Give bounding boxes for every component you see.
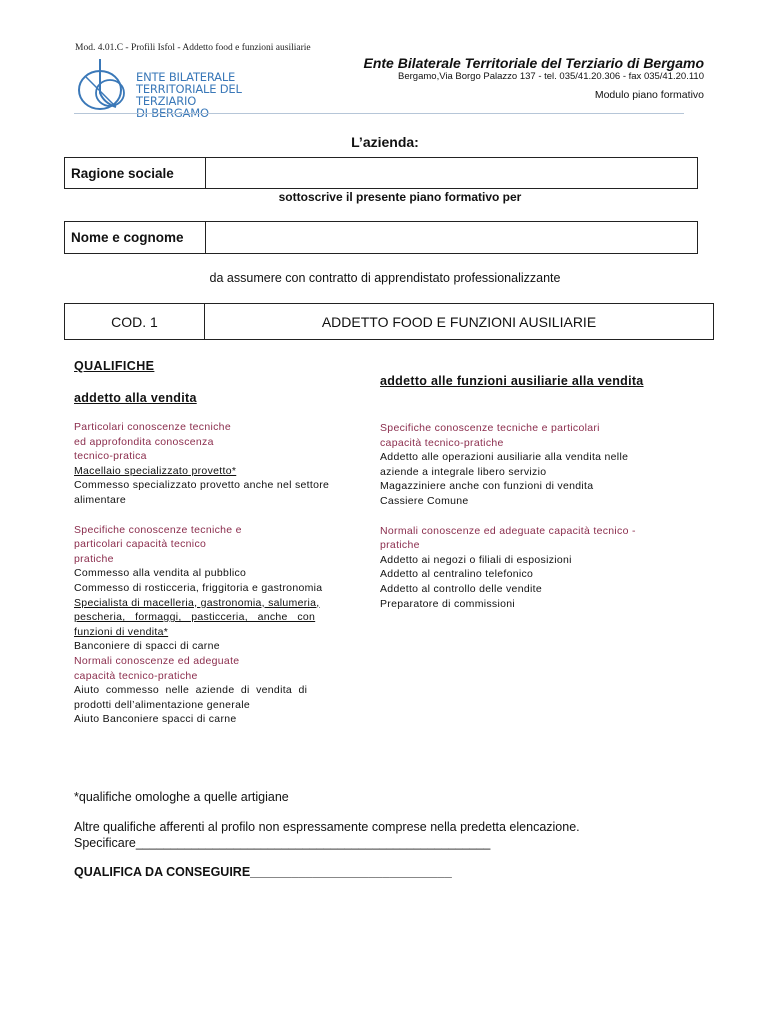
- right-column-heading: addetto alle funzioni ausiliarie alla vendita: [380, 374, 644, 388]
- azienda-title: L’azienda:: [351, 134, 419, 150]
- intro-line: Normali conoscenze ed adeguate capacità tecnico -: [380, 524, 636, 537]
- other-qualifications-text: Altre qualifiche afferenti al profilo non espressamente comprese nella predetta elencazione.: [74, 820, 580, 834]
- artisan-note: *qualifiche omologhe a quelle artigiane: [74, 790, 289, 804]
- specify-field[interactable]: Specificare___________________________________________________: [74, 836, 491, 850]
- intro-line: capacità tecnico-pratiche: [380, 436, 504, 449]
- assumere-text: da assumere con contratto di apprendistato professionalizzante: [209, 271, 561, 285]
- list-item: pescheria, formaggi, pasticceria, anche con: [74, 611, 316, 624]
- intro-line: Normali conoscenze ed adeguate: [74, 654, 240, 667]
- ragione-sociale-label: Ragione sociale: [65, 158, 206, 189]
- header-divider: [74, 113, 684, 114]
- form-title: Modulo piano formativo: [594, 89, 704, 101]
- nome-cognome-field[interactable]: [206, 222, 698, 254]
- code-box: [64, 303, 714, 340]
- intro-line: Specifiche conoscenze tecniche e: [74, 523, 242, 536]
- list-item: Commesso specializzato provetto anche nel settore: [74, 479, 330, 492]
- intro-line: ed approfondita conoscenza: [74, 435, 214, 448]
- intro-line: pratiche: [74, 552, 114, 565]
- code-title: ADDETTO FOOD E FUNZIONI AUSILIARIE: [205, 304, 714, 340]
- logo-text-line-1: ENTE BILATERALE: [136, 70, 236, 84]
- right-column: [380, 421, 680, 611]
- ragione-sociale-table: [64, 157, 698, 189]
- nome-cognome-label: Nome e cognome: [65, 222, 206, 254]
- logo-text-line-3: DI BERGAMO: [136, 106, 209, 120]
- logo-text-line-2: TERRITORIALE DEL TERZIARIO: [136, 82, 242, 108]
- list-item: Commesso di rosticceria, friggitoria e gastronomia: [74, 581, 323, 594]
- document-code-line: Mod. 4.01.C - Profili Isfol - Addetto food e funzioni ausiliarie: [75, 43, 311, 53]
- organization-name: Ente Bilaterale Territoriale del Terziario di Bergamo: [363, 55, 704, 71]
- list-item: Magazziniere anche con funzioni di vendita: [380, 480, 594, 493]
- list-item: funzioni di vendita*: [74, 625, 169, 638]
- intro-line: tecnico-pratica: [74, 450, 147, 463]
- left-column: [74, 420, 366, 727]
- qualification-to-achieve-field[interactable]: QUALIFICA DA CONSEGUIRE_____________________________: [74, 865, 452, 879]
- intro-line: Particolari conoscenze tecniche: [74, 421, 231, 433]
- list-item: Addetto al centralino telefonico: [380, 568, 534, 581]
- list-item: prodotti dell’alimentazione generale: [74, 698, 250, 711]
- nome-cognome-table: [64, 221, 698, 254]
- list-item: Preparatore di commissioni: [380, 597, 516, 610]
- logo-mark-icon: [74, 57, 134, 115]
- list-item: aziende a integrale libero servizio: [380, 465, 547, 478]
- intro-line: pratiche: [380, 539, 420, 552]
- list-item: Aiuto commesso nelle aziende di vendita di: [74, 684, 308, 697]
- list-item: alimentare: [74, 493, 127, 506]
- list-item: Macellaio specializzato provetto*: [74, 464, 237, 477]
- spacer: [380, 509, 680, 524]
- intro-line: capacità tecnico-pratiche: [74, 669, 198, 682]
- list-item: Commesso alla vendita al pubblico: [74, 567, 247, 580]
- qualifiche-heading: QUALIFICHE: [74, 359, 155, 373]
- code-number: COD. 1: [65, 304, 205, 340]
- list-item: Addetto alle operazioni ausiliarie alla vendita nelle: [380, 451, 629, 464]
- list-item: Addetto al controllo delle vendite: [380, 582, 542, 595]
- list-item: Addetto ai negozi o filiali di esposizioni: [380, 553, 572, 566]
- list-item: Banconiere di spacci di carne: [74, 640, 220, 653]
- intro-line: particolari capacità tecnico: [74, 538, 207, 551]
- ragione-sociale-field[interactable]: [206, 158, 698, 189]
- ebter-logo: [74, 57, 284, 120]
- spacer: [74, 508, 366, 523]
- left-column-heading: addetto alla vendita: [74, 391, 197, 405]
- intro-line: Specifiche conoscenze tecniche e particolari: [380, 422, 600, 434]
- organization-address: Bergamo,Via Borgo Palazzo 137 - tel. 035/41.20.306 - fax 035/41.20.110: [398, 71, 704, 82]
- list-item: Cassiere Comune: [380, 494, 469, 507]
- sottoscrive-text: sottoscrive il presente piano formativo per: [278, 190, 522, 204]
- list-item: Aiuto Banconiere spacci di carne: [74, 713, 237, 726]
- list-item: Specialista di macelleria, gastronomia, salumeria,: [74, 596, 320, 609]
